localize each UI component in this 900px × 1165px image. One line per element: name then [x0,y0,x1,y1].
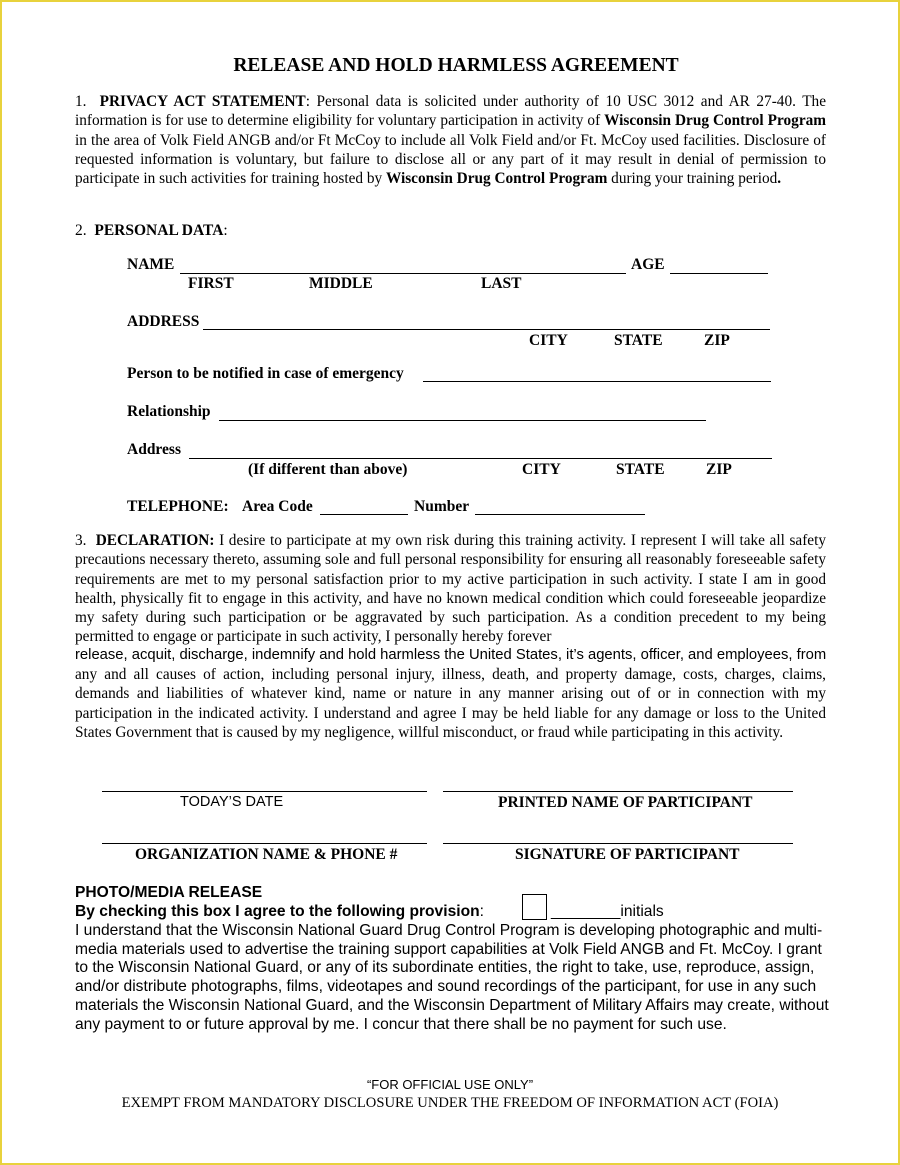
printed-name-line[interactable] [443,791,793,792]
todays-date-caption: TODAY’S DATE [180,794,284,810]
city-caption-2: CITY [522,461,561,478]
photo-release-text: I understand that the Wisconsin National Guard Drug Control Program is developing photographic and multi-media materials used to advertise the training support capabilities at Volk Field ANGB and Ft. McCoy. I grant to the Wisconsin National Guard, or any of its subordinate entities, the right to take, use, reproduce, assign, and/or distribute photographs, films, videotapes and sound recordings of the participant, for use in any such materials the Wisconsin National Guard, and the Wisconsin Department of Military Affairs may create, without any payment to or future approval by me. I concur that there shall be no payment for such use. [75,922,829,1033]
privacy-period: . [777,170,782,188]
signature-caption: SIGNATURE OF PARTICIPANT [515,846,740,863]
organization-line[interactable] [102,843,427,844]
initials-row [551,903,664,921]
middle-name-caption: MIDDLE [309,275,373,292]
photo-release-heading: PHOTO/MEDIA RELEASE [75,884,263,901]
form-title: RELEASE AND HOLD HARMLESS AGREEMENT [233,55,679,76]
emergency-contact-label: Person to be notified in case of emergency [127,365,404,382]
phone-number-field[interactable] [475,514,645,515]
personal-data-heading-row [75,222,228,240]
initials-field[interactable]: ________ [551,903,621,920]
name-field[interactable] [180,273,626,274]
first-name-caption: FIRST [188,275,234,292]
area-code-field[interactable] [320,514,408,515]
signature-line[interactable] [443,843,793,844]
if-different-caption: (If different than above) [248,461,408,478]
last-name-caption: LAST [481,275,522,292]
privacy-text-3: during your training period [607,170,778,188]
declaration-text-3: any and all causes of action, including personal injury, illness, death, and property damage, costs, charges, claims, demands and liabilities of whatever kind, name or nature in any manner arising out of or in connection with my participation in the indicated activity. I understand and agree I may be held liable for any damage or loss to the United States Government that is caused by my negligence, willful misconduct, or fraud while participating in this activity. [75,666,826,741]
photo-consent-checkbox[interactable] [522,894,547,920]
privacy-act-section [75,92,826,188]
declaration-number: 3. [75,532,87,549]
program-name-2: Wisconsin Drug Control Program [385,170,608,188]
organization-caption: ORGANIZATION NAME & PHONE # [135,846,398,863]
photo-consent-label: By checking this box I agree to the following provision [75,903,480,920]
declaration-text-1: I desire to participate at my own risk during this training activity. I represent I will take all safety precautions necessary thereto, assuming sole and full personal responsibility for ensuring all reasonably foreseeable safety requirements are met to my personal satisfaction prior to my active participation in such activity. I state I am in good health, physically fit to engage in this activity, and have no known medical condition which could foreseeable jeopardize my safety during such participation or be aggravated by such participation. As a condition precedent to my being permitted to engage or participate in such activity, I personally hereby forever [75,532,826,646]
todays-date-line[interactable] [102,791,427,792]
declaration-section [75,531,826,647]
privacy-heading: PRIVACY ACT STATEMENT [99,93,306,110]
relationship-field[interactable] [219,420,706,421]
photo-consent-row [75,903,484,921]
number-label: Number [414,498,470,515]
foia-exemption-notice: EXEMPT FROM MANDATORY DISCLOSURE UNDER THE FREEDOM OF INFORMATION ACT (FOIA) [121,1095,779,1111]
state-caption: STATE [614,332,663,349]
emergency-contact-field[interactable] [423,381,771,382]
declaration-heading: DECLARATION: [95,532,215,549]
address-field[interactable] [203,329,770,330]
age-field[interactable] [670,273,768,274]
printed-name-caption: PRINTED NAME OF PARTICIPANT [498,794,753,811]
initials-caption: initials [620,903,664,920]
photo-consent-colon: : [479,903,484,920]
name-label: NAME [127,256,175,273]
telephone-label: TELEPHONE: [127,498,229,515]
state-caption-2: STATE [616,461,665,478]
emergency-address-label: Address [127,441,181,458]
area-code-label: Area Code [242,498,313,515]
zip-caption-2: ZIP [706,461,732,478]
official-use-notice: “FOR OFFICIAL USE ONLY” [366,1077,534,1092]
city-caption: CITY [529,332,568,349]
privacy-text-2: in the area of Volk Field ANGB and/or Ft McCoy to include all Volk Field and/or Ft. McCoy used facilities. Disclosure of requested information is voluntary, but failure to disclose all or any part of it may result in denial of permission to participate in such activities for training hosted by [75,131,826,188]
emergency-address-field[interactable] [189,458,772,459]
privacy-text-1: : Personal data is solicited under authority of 10 USC 3012 and AR 27-40. The information is for use to determine eligibility for voluntary participation in activity of [75,93,826,130]
program-name-1: Wisconsin Drug Control Program [604,112,826,130]
age-label: AGE [631,256,665,273]
personal-number: 2. [75,222,87,239]
declaration-release-line: release, acquit, discharge, indemnify and hold harmless the United States, it’s agents, officer, and employees, from [75,647,827,663]
privacy-number: 1. [75,93,87,110]
personal-colon: : [223,222,228,239]
zip-caption: ZIP [704,332,730,349]
relationship-label: Relationship [127,403,211,420]
personal-data-heading: PERSONAL DATA [94,222,224,239]
address-label: ADDRESS [127,313,200,330]
